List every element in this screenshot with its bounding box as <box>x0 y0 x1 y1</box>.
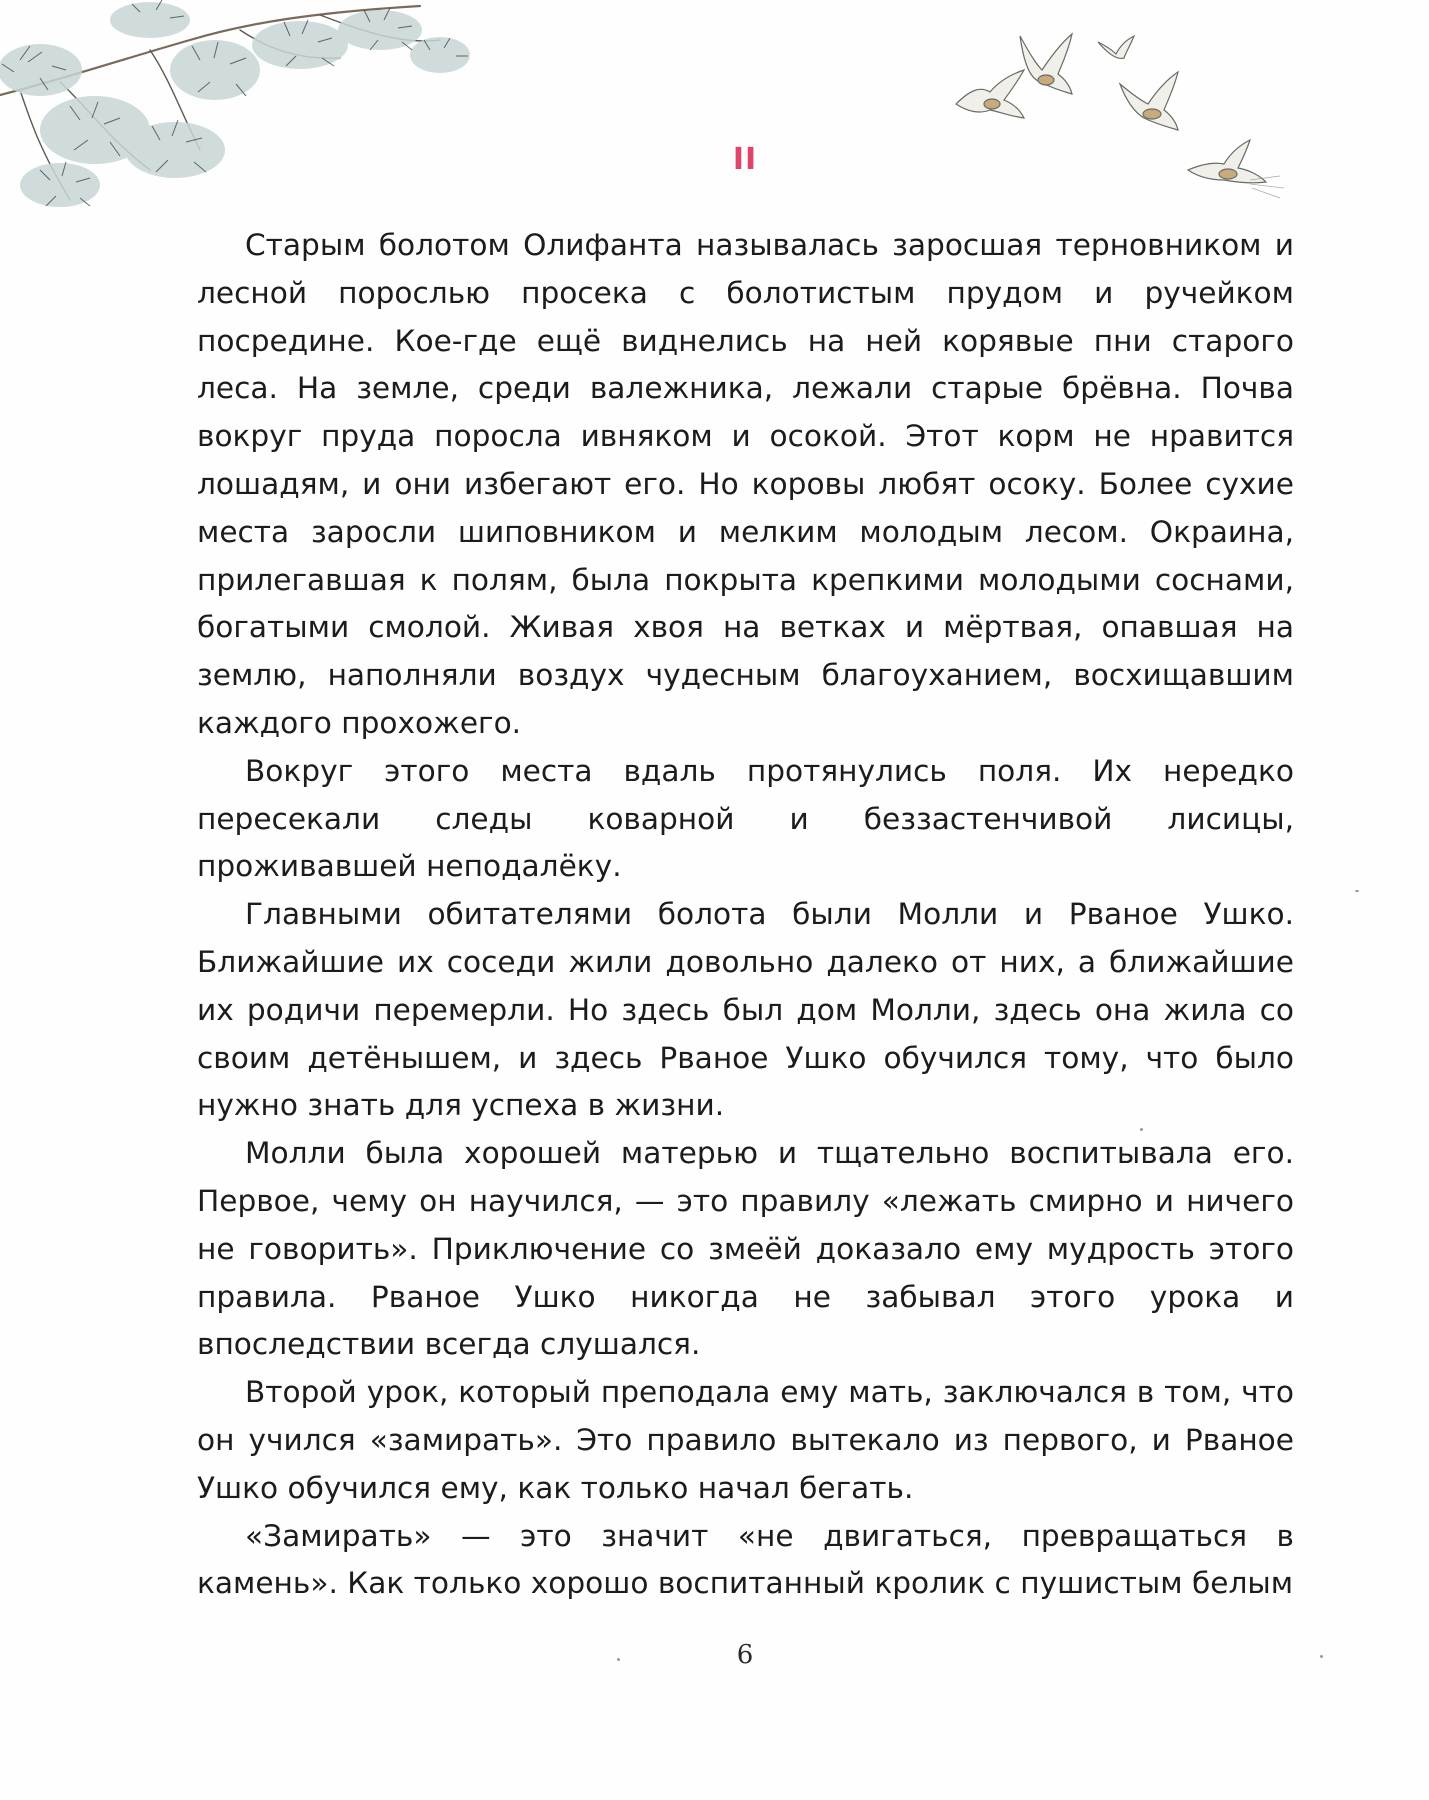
paragraph: «Замирать» — это значит «не двигаться, превращаться в камень». Как только хорошо воспитанный кролик с пушистым белым <box>197 1518 1294 1601</box>
scan-speck <box>1320 1655 1323 1658</box>
flying-birds-illustration <box>920 0 1340 230</box>
paragraph: Старым болотом Олифанта называлась заросшая терновником и лесной порослью просека с болотистым прудом и ручейком посредине. Кое-где ещё виднелись на ней корявые пни старого леса. На земле, среди валежника, лежали старые брёвна. Почва вокруг пруда поросла ивняком и осокой. Этот корм не нравится лошадям, и они избегают его. Но коровы любят осоку. Более сухие места заросли шиповником и мелким молодым лесом. Окраина, прилегавшая к полям, была покрыта крепкими молодыми соснами, богатыми смолой. Живая хвоя на ветках и мёртвая, опавшая на землю, наполняли воздух чудесным благоуханием, восхищавшим каждого прохожего. <box>197 228 1294 740</box>
paragraph: Вокруг этого места вдаль протянулись поля. Их нередко пересекали следы коварной и беззастенчивой лисицы, проживавшей неподалёку. <box>197 753 1294 884</box>
paragraph: Главными обитателями болота были Молли и Рваное Ушко. Ближайшие их соседи жили довольно далеко от них, а ближайшие их родичи перемерли. Но здесь был дом Молли, здесь она жила со своим детёнышем, и здесь Рваное Ушко обучился тому, что было нужно знать для успеха в жизни. <box>197 897 1294 1123</box>
body-text <box>197 222 1294 1608</box>
scan-speck <box>1355 890 1359 892</box>
scan-speck <box>1140 1128 1143 1131</box>
paragraph: Молли была хорошей матерью и тщательно воспитывала его. Первое, чему он научился, — это правилу «лежать смирно и ничего не говорить». Приключение со змеёй доказало ему мудрость этого правила. Рваное Ушко никогда не забывал этого урока и впоследствии всегда слушался. <box>197 1136 1294 1362</box>
page-number: 6 <box>736 1640 754 1670</box>
scan-speck <box>617 1658 620 1661</box>
chapter-number: II <box>732 142 758 177</box>
paragraph: Второй урок, который преподала ему мать, заключался в том, что он учился «замирать». Это правило вытекало из первого, и Рваное Ушко обучился ему, как только начал бегать. <box>197 1375 1294 1505</box>
pine-branch-illustration <box>0 0 560 250</box>
